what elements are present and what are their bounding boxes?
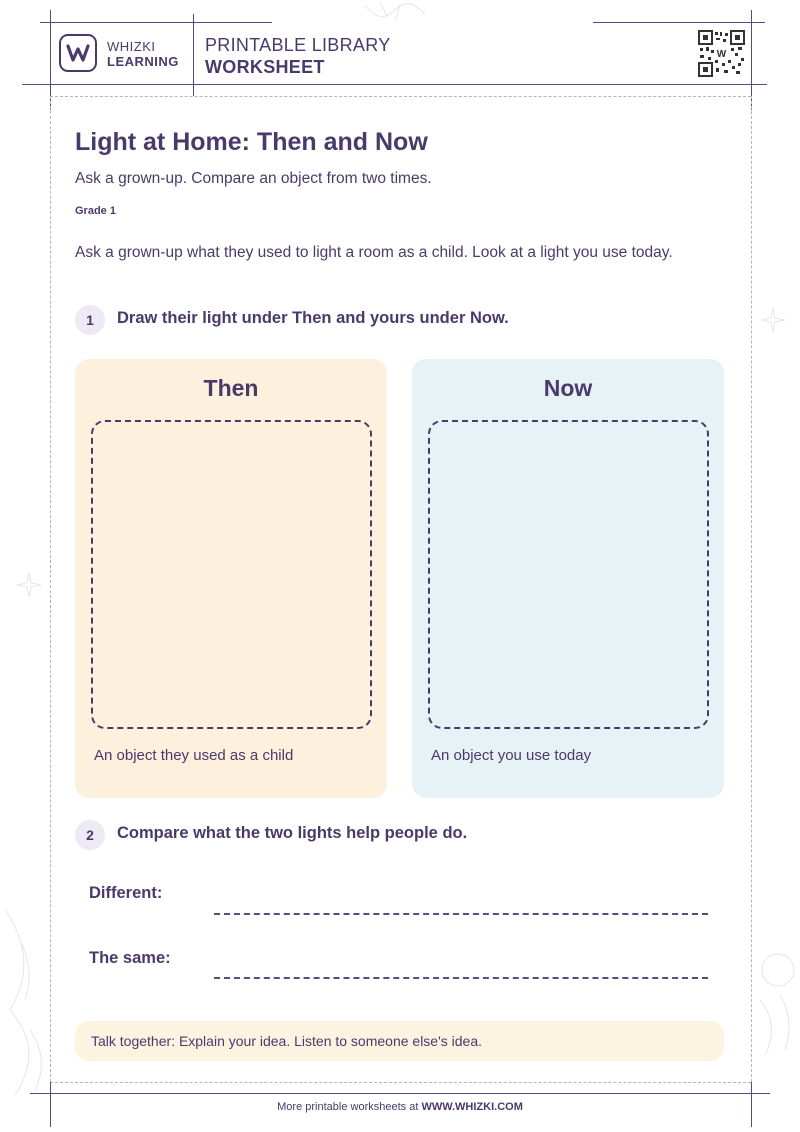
header-top-rule-right xyxy=(593,22,765,23)
different-answer-line[interactable] xyxy=(214,913,708,915)
page-frame-top xyxy=(50,96,751,97)
qr-center-label: W xyxy=(716,49,727,60)
qr-code-icon xyxy=(698,30,745,77)
page-frame-left xyxy=(50,96,51,1082)
now-drawing-area[interactable] xyxy=(428,420,709,729)
footer-rule xyxy=(30,1093,770,1094)
footer-prefix: More printable worksheets at xyxy=(277,1101,419,1113)
decorative-star-right-icon xyxy=(758,305,788,335)
step-2-instruction: Compare what the two lights help people do. xyxy=(117,824,468,842)
worksheet-title: Light at Home: Then and Now xyxy=(75,128,428,156)
header-divider-left xyxy=(50,10,51,110)
decorative-sketch-top-icon xyxy=(360,0,430,30)
whizki-logo-icon xyxy=(59,34,97,72)
now-card xyxy=(412,359,724,798)
now-card-title: Now xyxy=(543,375,593,401)
same-label: The same: xyxy=(89,949,171,967)
different-label: Different: xyxy=(89,884,163,902)
then-card-caption: An object they used as a child xyxy=(94,747,294,764)
worksheet-label: WORKSHEET xyxy=(205,57,325,77)
then-card xyxy=(75,359,387,798)
decorative-sketch-left-icon xyxy=(0,900,60,1100)
talk-together-box xyxy=(75,1021,724,1061)
same-answer-line[interactable] xyxy=(214,977,708,979)
talk-together-text: Talk together: Explain your idea. Listen to someone else's idea. xyxy=(91,1033,483,1049)
step-2-badge: 2 xyxy=(75,820,105,850)
then-drawing-area[interactable] xyxy=(91,420,372,729)
step-1-badge: 1 xyxy=(75,305,105,335)
header-top-rule xyxy=(40,22,272,23)
brand-tagline: LEARNING xyxy=(107,54,179,69)
page-frame-bottom xyxy=(50,1082,751,1083)
grade-label: Grade 1 xyxy=(75,205,116,217)
header-bottom-rule xyxy=(22,84,767,85)
header-divider-right xyxy=(751,10,752,110)
header-divider-brand xyxy=(193,14,194,96)
brand-name: WHIZKI xyxy=(107,39,156,54)
page-frame-right xyxy=(751,96,752,1082)
library-label: PRINTABLE LIBRARY xyxy=(205,35,391,55)
footer xyxy=(0,1101,800,1113)
decorative-star-left-icon xyxy=(14,570,44,600)
footer-site-link[interactable]: WWW.WHIZKI.COM xyxy=(421,1101,523,1113)
intro-text: Ask a grown-up what they used to light a room as a child. Look at a light you use today. xyxy=(75,244,673,261)
decorative-sketch-right-icon xyxy=(750,930,800,1060)
now-card-caption: An object you use today xyxy=(431,747,592,764)
then-card-title: Then xyxy=(203,375,259,401)
worksheet-subtitle: Ask a grown-up. Compare an object from two times. xyxy=(75,170,432,187)
step-1-instruction: Draw their light under Then and yours under Now. xyxy=(117,309,509,327)
